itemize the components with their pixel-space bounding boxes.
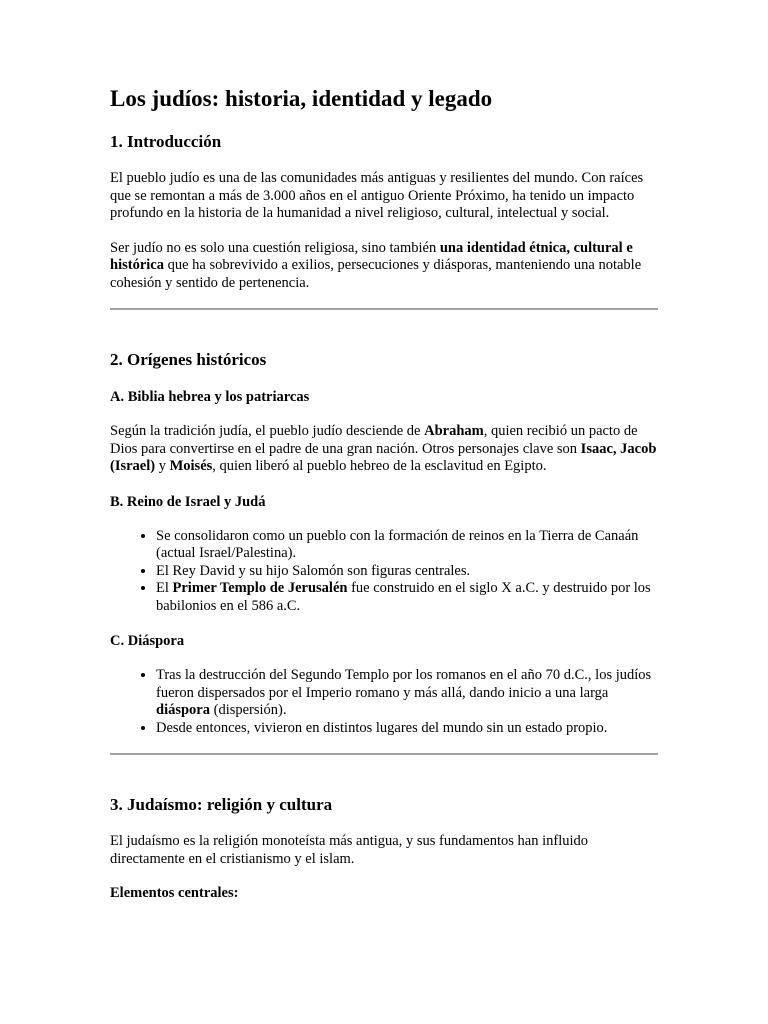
subsection-c-list xyxy=(110,667,658,737)
text-run: El xyxy=(156,580,173,596)
list-item: • Desde entonces, vivieron en distintos lugares del mundo sin un estado propio. xyxy=(156,720,658,738)
bold-text: Moisés xyxy=(169,458,213,474)
list-item: • El Rey David y su hijo Salomón son figuras centrales. xyxy=(156,563,658,581)
document-page xyxy=(110,84,658,903)
text-run: fue construido en el siglo X a.C. y destruido por los babilonios en el 586 a.C. xyxy=(156,580,651,614)
subsection-b-list xyxy=(110,528,658,616)
list-item xyxy=(156,667,658,720)
text-run: Según la tradición judía, el pueblo judío desciende de xyxy=(110,423,425,439)
section-3-paragraph-1: El judaísmo es la religión monoteísta más antigua, y sus fundamentos han influido directamente en el cristianismo y el islam. xyxy=(110,833,589,867)
bold-text: Primer Templo de Jerusalén xyxy=(172,580,348,596)
section-1-paragraph-1: El pueblo judío es una de las comunidades más antiguas y resilientes del mundo. Con raíces que se remontan a más de 3.000 años en el antiguo Oriente Próximo, ha tenido un impacto profundo en la historia de la humanidad a nivel religioso, cultural, intelectual y social. xyxy=(110,170,644,221)
section-1-heading: 1. Introducción xyxy=(110,132,222,151)
text-run: y xyxy=(155,458,170,474)
subsection-b-heading: B. Reino de Israel y Judá xyxy=(110,493,266,510)
section-3-heading: 3. Judaísmo: religión y cultura xyxy=(110,795,333,814)
text-run: (dispersión). xyxy=(210,702,287,718)
bold-text: Isaac, Jacob (Israel) xyxy=(110,440,657,474)
subsection-a-paragraph xyxy=(110,423,658,476)
text-run: que ha sobrevivido a exilios, persecuciones y diásporas, manteniendo una notable cohesión y sentido de pertenencia. xyxy=(110,257,642,291)
bold-text: Elementos centrales: xyxy=(110,885,239,901)
document-title: Los judíos: historia, identidad y legado xyxy=(110,86,493,111)
section-1-paragraph-2 xyxy=(110,240,658,293)
elements-label xyxy=(110,885,658,903)
text-run: Tras la destrucción del Segundo Templo por los romanos en el año 70 d.C., los judíos fueron dispersados por el Imperio romano y más allá, dando inicio a una larga xyxy=(156,667,652,701)
bold-text: diáspora xyxy=(156,702,210,718)
bold-text: una identidad étnica, cultural e histórica xyxy=(110,239,633,273)
text-run: , quien recibió un pacto de Dios para convertirse en el padre de una gran nación. Otros personajes clave son xyxy=(110,423,638,457)
list-item xyxy=(156,580,658,615)
list-item: • Se consolidaron como un pueblo con la formación de reinos en la Tierra de Canaán (actual Israel/Palestina). xyxy=(156,528,658,563)
section-2-heading: 2. Orígenes históricos xyxy=(110,350,267,369)
text-run: , quien liberó al pueblo hebreo de la esclavitud en Egipto. xyxy=(212,458,547,474)
bold-text: Abraham xyxy=(424,423,484,439)
text-run: Ser judío no es solo una cuestión religiosa, sino también xyxy=(110,239,440,256)
subsection-c-heading: C. Diáspora xyxy=(110,633,185,649)
subsection-a-heading: A. Biblia hebrea y los patriarcas xyxy=(110,389,310,405)
